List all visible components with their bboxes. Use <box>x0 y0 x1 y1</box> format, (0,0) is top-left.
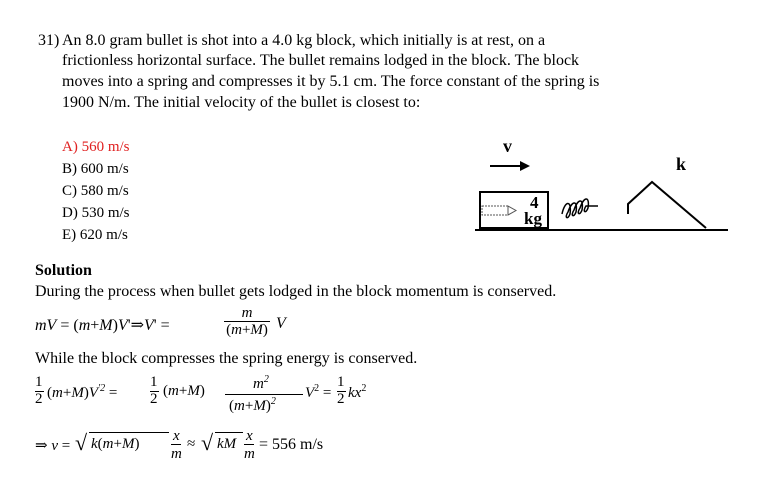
answer-e: E) 620 m/s <box>62 227 128 243</box>
answer-a: A) 560 m/s <box>62 139 130 155</box>
answer-d: D) 530 m/s <box>62 205 130 221</box>
solution-text-1: During the process when bullet gets lodged in the block momentum is conserved. <box>35 283 557 300</box>
block-spring-figure <box>470 130 730 240</box>
spring <box>562 199 598 218</box>
momentum-equation: mV = (m+M)V'⇒V' = <box>35 317 170 334</box>
solution-heading: Solution <box>35 262 92 279</box>
answer-list <box>62 136 130 246</box>
question-line-2: frictionless horizontal surface. The bullet remains lodged in the block. The block <box>62 52 580 69</box>
question-number: 31) <box>38 32 60 49</box>
bullet <box>482 206 508 215</box>
spring-label: k <box>676 154 687 174</box>
wall-ramp <box>628 182 706 228</box>
solution-text-2: While the block compresses the spring energy is conserved. <box>35 350 418 367</box>
block-mass: 4 <box>530 193 539 212</box>
final-result: = 556 m/s <box>259 436 324 453</box>
momentum-fraction: m (m+M) <box>224 306 270 338</box>
block-unit: kg <box>524 209 542 228</box>
question-line-1: An 8.0 gram bullet is shot into a 4.0 kg block, which initially is at rest, on a <box>62 32 546 49</box>
question-line-4: 1900 N/m. The initial velocity of the bullet is closest to: <box>62 94 421 111</box>
momentum-v: V <box>276 315 286 332</box>
question-line-3: moves into a spring and compresses it by 5.1 cm. The force constant of the spring is <box>62 73 600 90</box>
answer-b: B) 600 m/s <box>62 161 129 177</box>
velocity-label: v <box>503 136 512 156</box>
answer-c: C) 580 m/s <box>62 183 129 199</box>
